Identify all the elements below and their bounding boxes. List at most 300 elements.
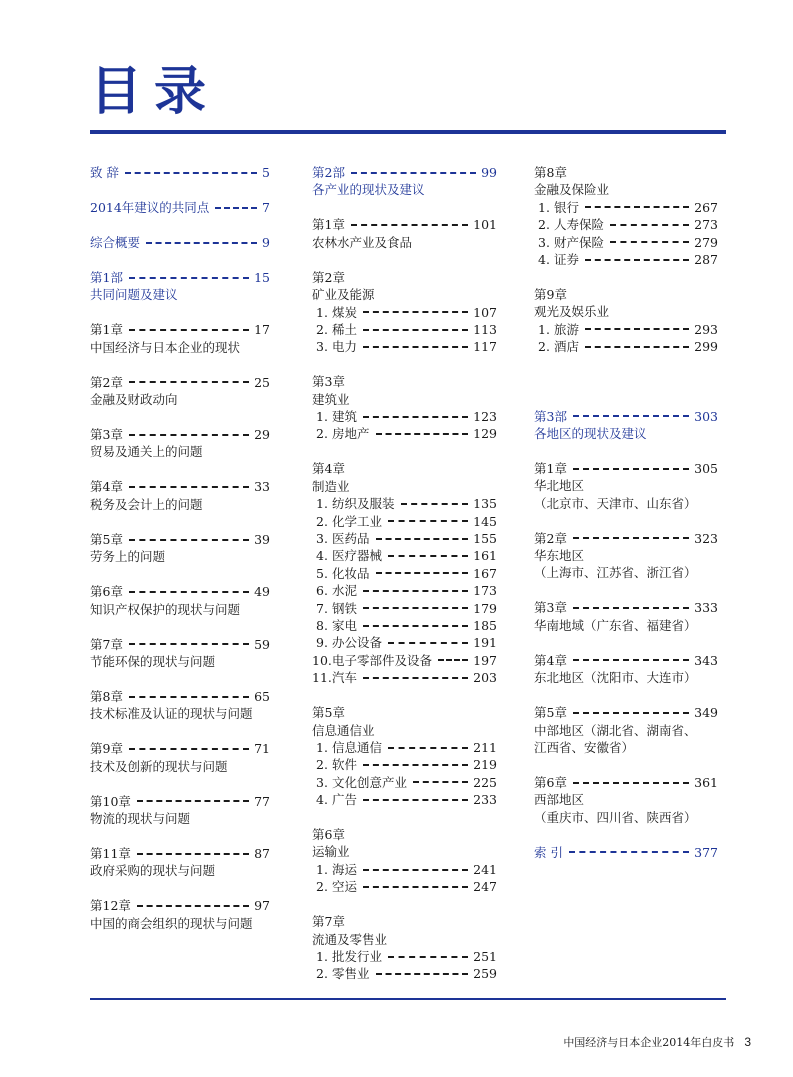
toc-sub-item-label: 房地产 xyxy=(332,426,370,442)
dot-leader xyxy=(129,591,249,593)
dot-leader xyxy=(401,503,469,505)
page-number: 3 xyxy=(744,1035,751,1049)
toc-entry-heading[interactable] xyxy=(312,373,497,390)
toc-page-number: 191 xyxy=(473,635,497,651)
toc-page-number: 219 xyxy=(473,757,497,773)
toc-entry xyxy=(312,269,497,356)
toc-entry-label: 第3章 xyxy=(90,427,123,443)
dot-leader xyxy=(573,659,689,661)
dot-leader xyxy=(363,416,468,418)
toc-sub-item[interactable] xyxy=(312,617,497,634)
toc-entry xyxy=(90,426,270,461)
toc-entry-subtitle: 中国的商会组织的现状与问题 xyxy=(90,915,253,931)
toc-entry-subtitle: 运输业 xyxy=(312,844,350,860)
toc-entry xyxy=(90,636,270,671)
dot-leader xyxy=(363,625,468,627)
toc-sub-item[interactable] xyxy=(534,216,718,233)
toc-sub-item[interactable] xyxy=(312,408,497,425)
toc-sub-item[interactable] xyxy=(312,321,497,338)
dot-leader xyxy=(137,853,249,855)
toc-sub-item-index: 5. xyxy=(316,565,328,581)
toc-sub-item-index: 4. xyxy=(316,792,328,808)
toc-sub-item[interactable] xyxy=(312,495,497,512)
dot-leader xyxy=(363,329,468,331)
toc-sub-item-label: 水泥 xyxy=(332,583,358,599)
toc-sub-item-index: 3. xyxy=(316,339,328,355)
toc-sub-item-label: 稀土 xyxy=(332,321,358,337)
toc-sub-item[interactable] xyxy=(312,756,497,773)
toc-sub-item-label: 汽车 xyxy=(332,670,358,686)
dot-leader xyxy=(573,468,689,470)
toc-entry-heading[interactable] xyxy=(534,599,718,616)
toc-entry xyxy=(90,845,270,880)
toc-sub-item-index: 2. xyxy=(316,966,328,982)
toc-sub-item[interactable] xyxy=(534,338,718,355)
toc-page-number: 299 xyxy=(694,339,718,355)
toc-sub-item[interactable] xyxy=(312,774,497,791)
toc-sub-item-index: 11. xyxy=(312,670,332,686)
toc-entry-heading[interactable] xyxy=(90,321,270,338)
toc-entry-label: 第2章 xyxy=(312,269,345,285)
toc-page-number: 225 xyxy=(473,774,497,790)
toc-sub-item-index: 2. xyxy=(316,321,328,337)
toc-entry-heading[interactable] xyxy=(90,234,270,251)
toc-entry-heading[interactable] xyxy=(534,530,718,547)
toc-sub-item[interactable] xyxy=(312,948,497,965)
toc-entry-subtitle: 知识产权保护的现状与问题 xyxy=(90,601,241,617)
toc-sub-item-index: 10. xyxy=(312,652,332,668)
dot-leader xyxy=(388,956,468,958)
toc-entry-label: 第10章 xyxy=(90,793,131,809)
dot-leader xyxy=(585,206,689,208)
toc-entry-subtitle: 政府采购的现状与问题 xyxy=(90,863,216,879)
toc-sub-item[interactable] xyxy=(312,530,497,547)
toc-entry-label: 第12章 xyxy=(90,898,131,914)
toc-entry-heading[interactable] xyxy=(90,897,270,914)
toc-entry-heading[interactable] xyxy=(312,216,497,233)
toc-entry-label: 第4章 xyxy=(534,652,567,668)
toc-sub-item-index: 1. xyxy=(316,304,328,320)
toc-entry-subtitle: 劳务上的问题 xyxy=(90,549,166,565)
toc-entry-label: 第6章 xyxy=(534,774,567,790)
toc-entry-subtitle: 江西省、安徽省） xyxy=(534,739,635,755)
toc-sub-item-label: 煤炭 xyxy=(332,304,358,320)
toc-entry-subtitle: 技术标准及认证的现状与问题 xyxy=(90,706,253,722)
toc-sub-item-label: 医药品 xyxy=(332,531,370,547)
toc-sub-item-label: 海运 xyxy=(332,861,358,877)
dot-leader xyxy=(146,242,257,244)
toc-entry-label: 第7章 xyxy=(90,636,123,652)
dot-leader xyxy=(129,381,249,383)
toc-page-number: 173 xyxy=(473,583,497,599)
toc-sub-item[interactable] xyxy=(312,652,497,669)
toc-entry-subtitle: 节能环保的现状与问题 xyxy=(90,653,216,669)
toc-entry xyxy=(90,740,270,775)
toc-sub-item-index: 4. xyxy=(316,548,328,564)
dot-leader xyxy=(585,259,689,261)
toc-entry xyxy=(534,704,718,756)
toc-sub-item-label: 零售业 xyxy=(332,966,370,982)
toc-page-number: 49 xyxy=(254,584,270,600)
toc-entry-label: 第6章 xyxy=(312,827,345,843)
dot-leader xyxy=(363,799,468,801)
toc-page-number: 77 xyxy=(254,793,270,809)
toc-entry-heading[interactable] xyxy=(312,913,497,930)
toc-entry-heading[interactable] xyxy=(312,269,497,286)
dot-leader xyxy=(137,800,249,802)
toc-entry xyxy=(90,234,270,251)
toc-entry-label: 第1部 xyxy=(90,269,123,285)
toc-page-number: 333 xyxy=(694,600,718,616)
toc-page-number: 129 xyxy=(473,426,497,442)
footer-rule xyxy=(90,998,726,1000)
toc-sub-item[interactable] xyxy=(312,425,497,442)
toc-entry-label: 第8章 xyxy=(534,165,567,180)
toc-page-number: 113 xyxy=(473,321,497,337)
dot-leader xyxy=(129,434,249,436)
toc-sub-item[interactable] xyxy=(312,338,497,355)
toc-page-number: 65 xyxy=(254,688,270,704)
toc-entry xyxy=(534,844,718,861)
toc-entry-label: 第4章 xyxy=(312,461,345,477)
toc-entry-heading[interactable] xyxy=(90,426,270,443)
toc-entry-label: 2014年建议的共同点 xyxy=(90,199,210,215)
toc-entry-heading[interactable] xyxy=(312,460,497,477)
toc-sub-item[interactable] xyxy=(312,600,497,617)
toc-entry-subtitle: 农林水产业及食品 xyxy=(312,234,413,250)
toc-entry-heading[interactable] xyxy=(312,704,497,721)
toc-page-number: 303 xyxy=(694,408,718,424)
toc-sub-item-index: 2. xyxy=(316,757,328,773)
toc-page-number: 25 xyxy=(254,374,270,390)
toc-sub-item[interactable] xyxy=(312,634,497,651)
toc-page-number: 71 xyxy=(254,741,270,757)
toc-entry-subtitle: 共同问题及建议 xyxy=(90,287,178,303)
toc-sub-item[interactable] xyxy=(312,791,497,808)
toc-entry-subtitle: 华东地区 xyxy=(534,548,585,564)
toc-sub-item[interactable] xyxy=(312,565,497,582)
toc-sub-item-label: 文化创意产业 xyxy=(332,774,408,790)
toc-entry-heading[interactable] xyxy=(90,199,270,216)
toc-entry-heading[interactable] xyxy=(534,652,718,669)
toc-sub-item-index: 2. xyxy=(316,426,328,442)
toc-page-number: 247 xyxy=(473,879,497,895)
toc-page-number: 39 xyxy=(254,531,270,547)
toc-entry-heading[interactable] xyxy=(90,374,270,391)
toc-page-number: 203 xyxy=(473,670,497,686)
toc-entry xyxy=(534,408,718,443)
toc-entry-heading[interactable] xyxy=(90,269,270,286)
toc-sub-item[interactable] xyxy=(312,861,497,878)
toc-page-number: 107 xyxy=(473,304,497,320)
toc-sub-item-index: 1. xyxy=(316,739,328,755)
toc-page-number: 259 xyxy=(473,966,497,982)
toc-sub-item-index: 3. xyxy=(538,234,550,250)
toc-entry-heading[interactable] xyxy=(90,478,270,495)
toc-page-number: 123 xyxy=(473,409,497,425)
dot-leader xyxy=(573,537,689,539)
toc-sub-item-label: 旅游 xyxy=(554,321,580,337)
toc-sub-item-label: 家电 xyxy=(332,617,358,633)
toc-sub-item-index: 3. xyxy=(316,531,328,547)
toc-page-number: 99 xyxy=(481,165,497,180)
dot-leader xyxy=(125,172,257,174)
toc-sub-item-label: 钢铁 xyxy=(332,600,358,616)
toc-entry-label: 第8章 xyxy=(90,688,123,704)
toc-sub-item-index: 2. xyxy=(316,879,328,895)
dot-leader xyxy=(363,346,468,348)
dot-leader xyxy=(413,781,468,783)
toc-entry-heading[interactable] xyxy=(90,688,270,705)
dot-leader xyxy=(573,415,689,417)
toc-sub-item-index: 1. xyxy=(316,496,328,512)
toc-entry-label: 第4章 xyxy=(90,479,123,495)
toc-page-number: 241 xyxy=(473,861,497,877)
toc-page-number: 9 xyxy=(262,234,270,250)
toc-entry-heading[interactable] xyxy=(90,740,270,757)
toc-entry xyxy=(90,164,270,181)
toc-sub-item[interactable] xyxy=(534,321,718,338)
toc-entry-subtitle: 中部地区（湖北省、湖南省、 xyxy=(534,722,697,738)
toc-page-number: 211 xyxy=(473,739,497,755)
toc-entry-subtitle: 各产业的现状及建议 xyxy=(312,182,425,198)
toc-sub-item-index: 8. xyxy=(316,617,328,633)
dot-leader xyxy=(363,764,468,766)
toc-entry-subtitle: 中国经济与日本企业的现状 xyxy=(90,339,241,355)
toc-entry-label: 第5章 xyxy=(90,531,123,547)
dot-leader xyxy=(351,224,468,226)
toc-page-number: 343 xyxy=(694,652,718,668)
toc-sub-item-label: 纺织及服装 xyxy=(332,496,395,512)
toc-sub-item-label: 批发行业 xyxy=(332,949,383,964)
toc-sub-item[interactable] xyxy=(312,547,497,564)
dot-leader xyxy=(388,555,468,557)
toc-page-number: 197 xyxy=(473,652,497,668)
toc-sub-item[interactable] xyxy=(312,304,497,321)
toc-page-number: 251 xyxy=(473,949,497,964)
dot-leader xyxy=(129,696,249,698)
toc-entry xyxy=(312,164,497,199)
toc-entry-label: 第6章 xyxy=(90,584,123,600)
toc-entry-subtitle: 建筑业 xyxy=(312,391,350,407)
toc-page-number: 29 xyxy=(254,427,270,443)
toc-entry-label: 第1章 xyxy=(90,322,123,338)
toc-sub-item-label: 酒店 xyxy=(554,339,580,355)
dot-leader xyxy=(438,659,468,661)
dot-leader xyxy=(363,869,468,871)
toc-entry-heading[interactable] xyxy=(534,460,718,477)
dot-leader xyxy=(573,712,689,714)
toc-entry-heading[interactable] xyxy=(90,793,270,810)
toc-entry-heading[interactable] xyxy=(534,704,718,721)
toc-sub-item-label: 电子零部件及设备 xyxy=(332,652,433,668)
toc-entry-label: 第9章 xyxy=(90,741,123,757)
toc-entry-heading[interactable] xyxy=(534,844,718,861)
toc-entry-heading[interactable] xyxy=(90,531,270,548)
toc-entry-label: 第3部 xyxy=(534,408,567,424)
toc-sub-item-index: 2. xyxy=(538,217,550,233)
toc-sub-item-index: 1. xyxy=(316,409,328,425)
dot-leader xyxy=(573,607,689,609)
toc-sub-item-index: 3. xyxy=(316,774,328,790)
toc-entry-label: 第3章 xyxy=(312,374,345,390)
toc-entry-label: 第2章 xyxy=(534,530,567,546)
dot-leader xyxy=(129,277,249,279)
toc-page-number: 17 xyxy=(254,322,270,338)
toc-entry-label: 第11章 xyxy=(90,846,131,862)
toc-sub-item[interactable] xyxy=(534,251,718,268)
toc-entry-heading[interactable] xyxy=(534,286,718,303)
toc-sub-item-label: 化学工业 xyxy=(332,513,383,529)
toc-page-number: 101 xyxy=(473,217,497,233)
toc-entry-heading[interactable] xyxy=(312,164,497,181)
toc-entry-heading[interactable] xyxy=(90,583,270,600)
toc-entry-subtitle: 信息通信业 xyxy=(312,722,375,738)
toc-page-number: 135 xyxy=(473,496,497,512)
toc-sub-item-label: 化妆品 xyxy=(332,565,370,581)
toc-entry-subtitle: 东北地区（沈阳市、大连市） xyxy=(534,670,697,686)
dot-leader xyxy=(129,486,249,488)
toc-sub-item[interactable] xyxy=(312,669,497,686)
toc-entry-subtitle: 观光及娱乐业 xyxy=(534,304,610,320)
toc-entry-subtitle: 物流的现状与问题 xyxy=(90,811,191,827)
dot-leader xyxy=(569,851,689,853)
dot-leader xyxy=(376,973,469,975)
toc-entry-label: 索 引 xyxy=(534,844,563,860)
toc-sub-item-index: 4. xyxy=(538,251,550,267)
dot-leader xyxy=(363,590,468,592)
dot-leader xyxy=(376,433,469,435)
toc-entry-subtitle: 西部地区 xyxy=(534,792,585,808)
toc-entry xyxy=(90,531,270,566)
toc-column-3 xyxy=(534,164,718,879)
dot-leader xyxy=(215,207,257,209)
toc-entry-subtitle: （重庆市、四川省、陕西省） xyxy=(534,809,697,825)
toc-entry xyxy=(90,688,270,723)
toc-entry xyxy=(534,460,718,512)
dot-leader xyxy=(129,643,249,645)
dot-leader xyxy=(129,329,249,331)
toc-sub-item-label: 人寿保险 xyxy=(554,217,605,233)
toc-entry-heading[interactable] xyxy=(534,408,718,425)
toc-page-number: 145 xyxy=(473,513,497,529)
toc-sub-item-label: 建筑 xyxy=(332,409,358,425)
toc-sub-item-index: 1. xyxy=(538,199,550,215)
toc-entry xyxy=(312,826,497,896)
toc-entry xyxy=(534,530,718,582)
toc-page-number: 273 xyxy=(694,217,718,233)
toc-column-1 xyxy=(90,164,270,950)
toc-sub-item-index: 9. xyxy=(316,635,328,651)
toc-sub-item-index: 1. xyxy=(538,321,550,337)
toc-entry xyxy=(534,286,718,356)
dot-leader xyxy=(388,747,468,749)
page-title: 目录 xyxy=(90,62,219,122)
toc-sub-item-label: 信息通信 xyxy=(332,739,383,755)
toc-entry xyxy=(90,321,270,356)
toc-page-number: 15 xyxy=(254,269,270,285)
toc-entry-subtitle: （上海市、江苏省、浙江省） xyxy=(534,565,697,581)
footer-publication-title: 中国经济与日本企业2014年白皮书 xyxy=(563,1036,735,1049)
toc-page-number: 117 xyxy=(473,339,497,355)
toc-sub-item-index: 2. xyxy=(538,339,550,355)
toc-entry-subtitle: 矿业及能源 xyxy=(312,287,375,303)
toc-column-2 xyxy=(312,164,497,1000)
toc-entry xyxy=(312,704,497,808)
toc-entry-heading[interactable] xyxy=(534,164,718,181)
toc-sub-item-label: 广告 xyxy=(332,792,358,808)
toc-entry-label: 致 辞 xyxy=(90,165,119,180)
toc-page-number: 167 xyxy=(473,565,497,581)
toc-entry-label: 第2部 xyxy=(312,165,345,180)
toc-sub-item-index: 1. xyxy=(316,861,328,877)
toc-entry-heading[interactable] xyxy=(312,826,497,843)
toc-page-number: 305 xyxy=(694,460,718,476)
dot-leader xyxy=(129,539,249,541)
toc-page-number: 361 xyxy=(694,774,718,790)
toc-entry-heading[interactable] xyxy=(534,774,718,791)
dot-leader xyxy=(137,905,249,907)
toc-entry xyxy=(534,599,718,634)
toc-entry-subtitle: 税务及会计上的问题 xyxy=(90,496,203,512)
toc-entry-heading[interactable] xyxy=(90,164,270,181)
toc-sub-item[interactable] xyxy=(534,199,718,216)
toc-entry-subtitle: 各地区的现状及建议 xyxy=(534,425,647,441)
toc-page-number: 59 xyxy=(254,636,270,652)
toc-entry-label: 第7章 xyxy=(312,914,345,930)
toc-entry-subtitle: 流通及零售业 xyxy=(312,931,388,947)
toc-entry-subtitle: （北京市、天津市、山东省） xyxy=(534,495,697,511)
toc-page-number: 7 xyxy=(262,199,270,215)
toc-entry-heading[interactable] xyxy=(90,636,270,653)
toc-sub-item-index: 7. xyxy=(316,600,328,616)
toc-sub-item-index: 2. xyxy=(316,513,328,529)
dot-leader xyxy=(585,328,689,330)
toc-sub-item[interactable] xyxy=(312,582,497,599)
toc-page-number: 267 xyxy=(694,199,718,215)
dot-leader xyxy=(610,241,689,243)
toc-entry-subtitle: 贸易及通关上的问题 xyxy=(90,444,203,460)
toc-entry xyxy=(90,793,270,828)
toc-entry-subtitle: 制造业 xyxy=(312,478,350,494)
toc-page-number: 5 xyxy=(262,165,270,180)
toc-entry xyxy=(90,199,270,216)
toc-entry-subtitle: 华北地区 xyxy=(534,478,585,494)
dot-leader xyxy=(376,572,469,574)
toc-sub-item-index: 6. xyxy=(316,583,328,599)
toc-page-number: 179 xyxy=(473,600,497,616)
toc-entry xyxy=(90,374,270,409)
toc-entry xyxy=(90,583,270,618)
toc-entry-subtitle: 华南地域（广东省、福建省） xyxy=(534,617,697,633)
toc-sub-item[interactable] xyxy=(534,234,718,251)
toc-entry-label: 第5章 xyxy=(534,705,567,721)
toc-page-number: 377 xyxy=(694,844,718,860)
toc-entry-label: 第3章 xyxy=(534,600,567,616)
toc-sub-item[interactable] xyxy=(312,878,497,895)
toc-sub-item[interactable] xyxy=(312,513,497,530)
page-footer xyxy=(563,1034,751,1051)
dot-leader xyxy=(363,607,468,609)
toc-page-number: 287 xyxy=(694,251,718,267)
toc-sub-item[interactable] xyxy=(312,965,497,982)
toc-sub-item-label: 空运 xyxy=(332,879,358,895)
toc-sub-item[interactable] xyxy=(312,739,497,756)
toc-entry xyxy=(90,269,270,304)
toc-entry-heading[interactable] xyxy=(90,845,270,862)
toc-entry-subtitle: 金融及财政动向 xyxy=(90,392,178,408)
dot-leader xyxy=(573,782,689,784)
